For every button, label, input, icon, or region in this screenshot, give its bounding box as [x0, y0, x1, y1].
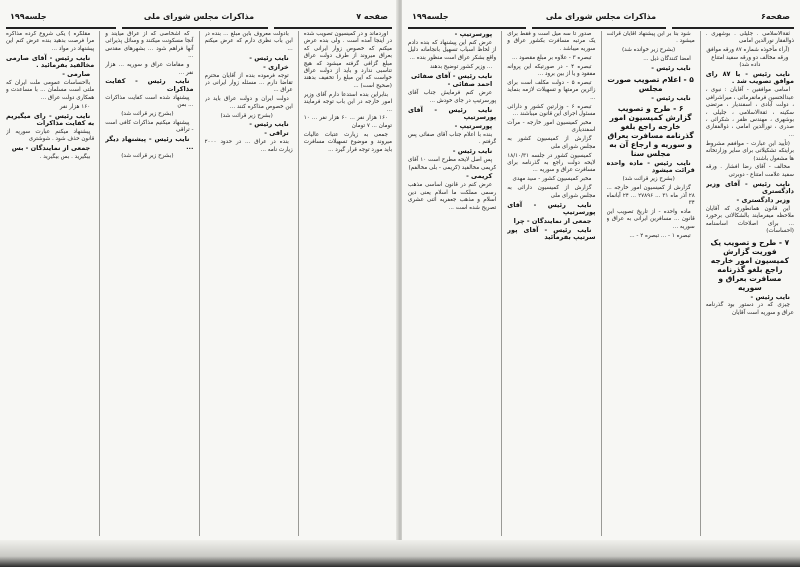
- section-heading: ۵ - اعلام تصویب صورت مجلس: [607, 74, 694, 93]
- paragraph: بنده با اعلام جناب آقای صفائی پس گرفتم .: [408, 131, 497, 146]
- column-divider: [501, 31, 502, 536]
- paragraph: پس اصل لایحه مطرح است ۱۰ آقای کریمی مخالفید (کریمی - بلی مخالفم): [408, 157, 497, 171]
- speaker-label: نایب رئیس -: [651, 93, 691, 102]
- running-title: مذاکرات مجلس شورای ملی: [545, 12, 657, 21]
- speaker-label: نایب رئیس - آقای پورسرتیپ: [408, 105, 497, 122]
- paragraph: امضا کنندگان ذیل ...: [643, 56, 691, 63]
- column-divider: [601, 31, 602, 536]
- left-page-columns: [6, 31, 392, 536]
- paragraph: توجه فرموده بنده از آقایان محترم تقاضا دارم ... مسئله زوار ایرانی در عراق ...: [204, 72, 293, 94]
- paragraph: عرض کنم فرمایش جناب آقای پورسرتیپ در جای خودش ...: [408, 90, 497, 104]
- paragraph: تبصره ۶ - وزارتین کشور و دارائی مسئول اجرای این قانون میباشند ...: [507, 103, 596, 118]
- paragraph: آوردماند و در کمیسیون تصویب شده در اینجا آمده است . ولی بنده عرض میکنم که خصوص زوار ایرانی که بعراق میروند از طرف دولت عراق مبلغ گزافی گرفته میشود که هیچ تناسبی ندارد و باید از دولت عراق خواست که این مبلغ را تخفیف بدهند (صحیح است) ...: [303, 31, 392, 89]
- header-rule: [274, 27, 392, 29]
- paragraph: (بشرح زیر قرائت شد): [121, 152, 174, 159]
- speaker-label: نایب رئیس - کفایت مذاکرات: [105, 77, 194, 93]
- paragraph: بیگیرید . بس بیگیرید .: [39, 154, 91, 161]
- section-heading: ۶ - طرح و تصویب گزارش کمیسیون امور خارجه راجع بلغو گذرنامه مسافرت بعراق و سوریه و ارجاع آن به مجلس سنا: [607, 103, 694, 158]
- speaker-label: نایب رئیس - آقای وزیر دادگستری: [705, 179, 794, 196]
- speaker-label: خرازی -: [263, 62, 289, 71]
- column: [507, 31, 595, 536]
- header-rule: [6, 27, 116, 29]
- right-page-header: [408, 12, 794, 26]
- paragraph: (آراء مأخوذه شماره ۸۷ ورقه موافق ورقه مخالف دو ورقه سفید امتناع داده شد): [706, 47, 790, 69]
- speaker-label: نایب رئیس - آقای پور سرتیپ بفرمائید: [507, 225, 596, 242]
- speaker-label: پورسرتیپ -: [454, 31, 493, 38]
- paragraph: بادولت معروف باین مبلغ ... بنده در این باب نظری دارم که عرض میکنم ...: [204, 31, 293, 52]
- header-rule: [672, 27, 794, 29]
- speaker-label: نایب رئیس - آقای صارمی مخالفید بفرمائید .: [6, 53, 95, 70]
- speaker-label: نایب رئیس -: [249, 53, 289, 62]
- paragraph: شود بنا بر این پیشنهاد آقایان قرائت میشود .: [606, 31, 695, 45]
- paragraph: (بشرح زیر قرائت شد): [220, 112, 273, 119]
- paragraph: عرض کنم این پیشنهاد که بنده دادم از لحاظ اسباب تسهیل بانجامانه دلیل واقع بشکر عراق است منظور بنده ...: [408, 39, 497, 61]
- page-number: صفحه ۷: [356, 12, 388, 21]
- scan-bottom-edge: [0, 540, 800, 567]
- paragraph: مخالف - آقای رضا افشار . ورقه سفید علامت امتناع - دوبرتی: [705, 164, 794, 178]
- session-label: جلسه۱۹۹: [412, 12, 449, 21]
- speaker-label: وزیر دادگستری -: [736, 196, 790, 205]
- speaker-label: نایب رئیس -: [249, 120, 289, 129]
- column-divider: [700, 31, 701, 536]
- speaker-label: نایب رئیس - با ۸۷ رای موافق تصویب شد .: [705, 70, 794, 86]
- section-heading: ۷ - طرح و تصویب یک فوریت گزارش کمیسیون امور خارجه راجع بلغو گذرنامه مسافرت بعراق و سوریه: [710, 237, 790, 292]
- speaker-label: نایب رئیس -: [651, 64, 691, 73]
- paragraph: تبصره ۴ - در صورتیکه این پروانه مفقود و یا از بین برود ...: [507, 63, 596, 78]
- paragraph: بنابراین بنده استدعا دارم آقای وزیر امور خارجه در این باب توجه فرمایند ...: [303, 91, 392, 113]
- column: [105, 31, 193, 536]
- column-divider: [199, 31, 200, 536]
- column: [205, 31, 293, 536]
- paragraph: (بشرح زیر خوانده شد): [622, 47, 676, 54]
- paragraph: ماده واحده - از تاریخ تصویب این قانون ... مسافرین ایرانی به عراق و سوریه ...: [606, 208, 695, 230]
- speaker-label: صارمی -: [62, 70, 91, 79]
- paragraph: دولت ایران و دولت عراق باید در این خصوص مذاکره کنند ...: [204, 96, 293, 110]
- paragraph: (بشرح زیر قرائت شد): [622, 176, 675, 183]
- paragraph: ... وزیر کشور توضیح بدهند: [429, 63, 493, 70]
- paragraph: ثقةالاسلامی . جلیلی . بوشهری . ذوالفقار نورالدین امامی: [705, 31, 794, 45]
- left-page: [0, 0, 398, 540]
- column: [408, 31, 496, 536]
- column: [6, 31, 94, 536]
- speaker-label: جمعی از نمایندگان - چرا: [513, 216, 592, 225]
- speaker-label: نایب رئیس - پیشنهاد دیگر ...: [105, 135, 194, 151]
- left-page-header: [6, 12, 392, 26]
- paragraph: پیشنهاد میکنیم مذاکرات کافی است - تراقی: [105, 119, 194, 134]
- paragraph: ۱۶۰ هزار نفر: [59, 103, 91, 110]
- speaker-label: جمعی از نمایندگان - بس: [11, 144, 91, 153]
- paragraph: (بشرح زیر قرائت شد): [121, 111, 174, 118]
- paragraph: پیشنهاد میکنم عبارت سوریه از قانون حذف شود . شوشتری: [6, 128, 95, 143]
- paragraph: گزارش از کمیسیون کشور به مجلس شورای ملی: [507, 136, 596, 150]
- paragraph: این قانون همانطوری که آقایان ملاحظه میفرمایند بالشکالاتی برخورد ... برای اصلاحات اساسنامه (احساسات): [705, 205, 794, 235]
- speaker-label: نایب رئیس - آقای پورسرتیپ: [507, 200, 596, 216]
- paragraph: (تأیید این عبارت - موافقم مشروط براینکه تشکیلاتی برای سایر وزارتخانه ها مشغول باشند): [705, 140, 794, 162]
- column-divider: [298, 31, 299, 536]
- speaker-label: نایب رئیس -: [750, 292, 790, 301]
- paragraph: اسامی موافقین - آقایان : نبوی ، عبدالحسین فرمانفرمائی ، میراشرافی ، دولت آبادی ، اسفندیار ، مرتضی سکینه ، ثقةالاسلامی ، جلیلی ، بوشهری ، مهندس ظفر ، شکرائی ، صدری ، نورالدین امامی ، ذوالفقاری ...: [705, 87, 794, 138]
- speaker-label: پورسرتیپ -: [454, 121, 493, 130]
- paragraph: چیزی که در دستور بود گذرنامه عراق و سوریه است آقایان: [705, 302, 794, 316]
- column: [706, 31, 794, 536]
- speaker-label: تراقی -: [264, 129, 289, 138]
- paragraph: جمعی به زیارت عتبات عالیات میروند و موضوع تسهیلات مسافرت باید مورد توجه قرار گیرد ...: [303, 131, 392, 153]
- paragraph: گزارش از کمیسیون امور خارجه ... ۲۸ آذر ماه ۳۱ ... ۲۷۸۹۶ ... ۲۴ آبانماه ۳۴: [606, 185, 695, 206]
- column: [607, 31, 695, 536]
- paragraph: ۱۶۰ هزار نفر ... ۶۰ هزار نفر ... ۱۰ تومان ... ۷ تومان: [303, 115, 392, 129]
- speaker-label: نایب رئیس -: [452, 147, 493, 156]
- speaker-label: احمد صفائی -: [447, 80, 493, 89]
- paragraph: و مقامات عراق و سوریه ... هزار نفر ...: [105, 62, 194, 76]
- paragraph: پیشنهاد شده است کفایت مذاکرات ... بمن: [105, 94, 194, 109]
- paragraph: مقلگره ) یکی شروع کرده مذاکره مرا فرصت بدهید بنده عرض کنم این پیشنهاد در مواد ...: [6, 31, 95, 52]
- paragraph: تبصره ۵ - دولت مکلف است برای زائرین مرمتها و تسهیلات لازمه بنماید ...: [507, 79, 596, 101]
- paragraph: صدور تا سه میل است و فقط برای یک مرتبه مسافرت بکشور عراق و سوریه میباشد .: [507, 31, 596, 52]
- paragraph: مخبر کمیسیون امور خارجه - مرآت اسفندیاری: [507, 119, 596, 134]
- paragraph: که اشخاصی که از عراق میآیند و آنجا مسکونت میکنند و وسائل پذیرائی آنها فراهم شود ... بشهرهای مقدس ...: [105, 31, 194, 60]
- speaker-label: نایب رئیس - آقای صفائی: [410, 71, 493, 80]
- speaker-label: نایب رئیس - رای میگیریم به کفایت مذاکرات: [6, 111, 95, 127]
- right-page-columns: [408, 31, 794, 536]
- paragraph: تبصره ۳ - علاوه بر مبلغ مقصود ...: [512, 54, 592, 61]
- paragraph: بااحساسات عمومی ملت ایران که ملتی است مسلمان ... با مساعدت و همکاری دولت عراق ...: [6, 79, 95, 101]
- paragraph: مخبر کمیسیون کشور - سید مهدی: [512, 176, 592, 183]
- header-rule: [408, 27, 526, 29]
- session-label: جلسه۱۹۹: [10, 12, 47, 21]
- column-divider: [99, 31, 100, 536]
- header-rule: [122, 27, 268, 29]
- running-title: مذاکرات مجلس شورای ملی: [143, 12, 255, 21]
- page-number: صفحه۶: [761, 12, 790, 21]
- paragraph: کمیسیون کشور در جلسه ۱۸/۱۰/۳۱ لایحه دولت راجع به گذرنامه برای مسافرت عراق و سوریه ...: [507, 152, 596, 174]
- paragraph: عرض کنم در قانون اساسی مذهب رسمی مملکت ما اسلام یعنی دین اسلام و مذهب جعفریه اثنی عشری تصریح شده است ...: [408, 182, 497, 211]
- paragraph: گزارش از کمیسیون دارائی به مجلس شورای ملی: [507, 185, 596, 199]
- right-page: [402, 0, 800, 540]
- paragraph: بنده در عراق ... در حدود ۲۰۰۰ زیارت نامه ...: [204, 139, 293, 153]
- speaker-label: نایب رئیس - ماده واحده قرائت میشود: [606, 158, 695, 175]
- header-rule: [532, 27, 666, 29]
- column: [304, 31, 392, 536]
- speaker-label: کریمی -: [466, 172, 493, 181]
- paragraph: تبصره ۱ - ... تبصره ۲ - ...: [629, 232, 691, 239]
